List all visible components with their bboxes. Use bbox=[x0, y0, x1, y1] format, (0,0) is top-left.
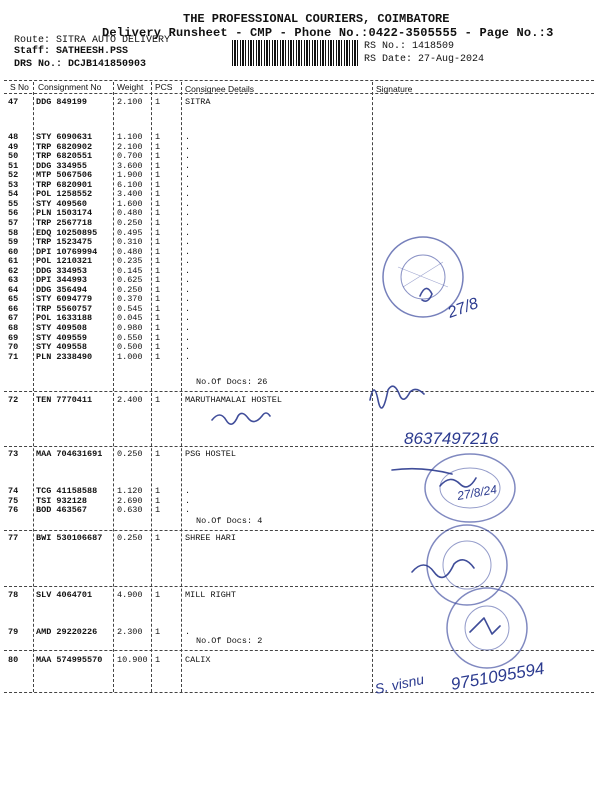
cell-consignment: TSI 932128 bbox=[36, 495, 88, 506]
group-divider bbox=[4, 446, 594, 447]
cell-sno: 73 bbox=[8, 449, 19, 459]
cell-sno: 49 bbox=[8, 141, 19, 152]
cell-pcs: 1 bbox=[155, 486, 161, 496]
cell-consignee: PSG HOSTEL bbox=[185, 449, 237, 459]
cell-pcs: 1 bbox=[155, 189, 161, 200]
handwriting-date-1: 27/8 bbox=[445, 295, 481, 322]
cell-consignee: . bbox=[185, 208, 191, 219]
rs-no-label: RS No.: bbox=[364, 41, 407, 52]
cell-consignee: . bbox=[185, 227, 191, 238]
cell-consignment: TRP 1523475 bbox=[36, 237, 93, 248]
cell-consignment: MAA 704631691 bbox=[36, 449, 103, 459]
cell-consignment: DDG 334953 bbox=[36, 265, 88, 276]
cell-weight: 1.000 bbox=[117, 351, 143, 362]
cell-consignment: STY 6090631 bbox=[36, 132, 93, 142]
drs-label: DRS No.: bbox=[14, 59, 63, 70]
drs-line bbox=[14, 59, 146, 70]
header-weight: Weight bbox=[117, 82, 144, 92]
col-divider-sno bbox=[33, 82, 34, 692]
cell-weight: 0.235 bbox=[117, 256, 143, 267]
cell-pcs: 1 bbox=[155, 97, 161, 107]
cell-sno: 64 bbox=[8, 284, 19, 295]
cell-pcs: 1 bbox=[155, 132, 161, 142]
cell-consignee: MARUTHAMALAI HOSTEL bbox=[185, 395, 282, 405]
cell-sno: 62 bbox=[8, 265, 19, 276]
rs-date-line bbox=[364, 54, 484, 65]
cell-sno: 52 bbox=[8, 170, 19, 181]
group-divider bbox=[4, 530, 594, 531]
cell-consignee: SHREE HARI bbox=[185, 533, 237, 543]
cell-sno: 53 bbox=[8, 179, 19, 190]
cell-consignee: . bbox=[185, 246, 191, 257]
cell-pcs: 1 bbox=[155, 227, 161, 238]
cell-sno: 47 bbox=[8, 97, 19, 107]
staff-line bbox=[14, 46, 128, 57]
cell-consignment: DDG 356494 bbox=[36, 284, 88, 295]
runsheet-subtitle: Delivery Runsheet - CMP - Phone No.:0422-3505555 - Page No.:3 bbox=[102, 26, 554, 40]
table-header-rule bbox=[4, 93, 594, 94]
cell-pcs: 1 bbox=[155, 151, 161, 162]
cell-pcs: 1 bbox=[155, 313, 161, 324]
cell-pcs: 1 bbox=[155, 332, 161, 343]
group-divider bbox=[4, 692, 594, 693]
cell-sno: 58 bbox=[8, 227, 19, 238]
cell-pcs: 1 bbox=[155, 198, 161, 209]
rs-date-value: 27-Aug-2024 bbox=[418, 54, 485, 65]
cell-sno: 55 bbox=[8, 198, 19, 209]
header-consignment: Consignment No bbox=[38, 82, 102, 92]
cell-weight: 3.400 bbox=[117, 189, 143, 200]
cell-weight: 2.300 bbox=[117, 627, 143, 637]
cell-pcs: 1 bbox=[155, 449, 161, 459]
cell-consignee: . bbox=[185, 132, 191, 142]
handwriting-phone-1: 8637497216 bbox=[404, 429, 499, 448]
cell-weight: 0.145 bbox=[117, 265, 143, 276]
cell-consignee: . bbox=[185, 332, 191, 343]
cell-sno: 54 bbox=[8, 189, 19, 200]
route-line bbox=[14, 35, 170, 46]
cell-sno: 50 bbox=[8, 151, 19, 162]
rs-no-value: 1418509 bbox=[412, 41, 455, 52]
cell-weight: 0.630 bbox=[117, 505, 143, 516]
cell-consignment: POL 1633188 bbox=[36, 313, 93, 324]
cell-consignment: TEN 7770411 bbox=[36, 395, 93, 405]
cell-weight: 0.545 bbox=[117, 303, 143, 314]
cell-weight: 0.625 bbox=[117, 275, 143, 286]
cell-sno: 61 bbox=[8, 256, 19, 267]
cell-weight: 10.900 bbox=[117, 655, 148, 665]
cell-sno: 80 bbox=[8, 655, 19, 665]
cell-consignment: PLN 2338490 bbox=[36, 351, 93, 362]
cell-consignment: AMD 29220226 bbox=[36, 627, 98, 637]
cell-pcs: 1 bbox=[155, 170, 161, 181]
cell-sno: 60 bbox=[8, 246, 19, 257]
cell-weight: 1.600 bbox=[117, 198, 143, 209]
col-divider-weight bbox=[151, 82, 152, 692]
cell-pcs: 1 bbox=[155, 256, 161, 267]
stamp-psg-hostel bbox=[420, 448, 520, 528]
cell-sno: 78 bbox=[8, 590, 19, 600]
cell-consignee: CALIX bbox=[185, 655, 211, 665]
company-title: THE PROFESSIONAL COURIERS, COIMBATORE bbox=[183, 12, 450, 26]
cell-sno: 67 bbox=[8, 313, 19, 324]
cell-pcs: 1 bbox=[155, 141, 161, 152]
cell-consignment: POL 1258552 bbox=[36, 189, 93, 200]
cell-weight: 4.900 bbox=[117, 590, 143, 600]
cell-weight: 0.980 bbox=[117, 323, 143, 333]
cell-weight: 1.100 bbox=[117, 132, 143, 142]
cell-pcs: 1 bbox=[155, 655, 161, 665]
cell-consignment: TRP 6820551 bbox=[36, 151, 93, 162]
cell-sno: 63 bbox=[8, 275, 19, 286]
cell-pcs: 1 bbox=[155, 395, 161, 405]
cell-consignment: TRP 5560757 bbox=[36, 303, 93, 314]
cell-consignee: . bbox=[185, 284, 191, 295]
col-divider-signature bbox=[372, 82, 373, 692]
cell-sno: 69 bbox=[8, 332, 19, 343]
cell-consignee: . bbox=[185, 160, 191, 171]
stamp-sitra bbox=[378, 232, 468, 322]
docs-count: No.Of Docs: 2 bbox=[196, 636, 263, 646]
cell-consignee: . bbox=[185, 505, 191, 516]
cell-consignee: . bbox=[185, 198, 191, 209]
cell-pcs: 1 bbox=[155, 294, 161, 305]
cell-consignee: . bbox=[185, 294, 191, 305]
cell-consignee: . bbox=[185, 256, 191, 267]
cell-pcs: 1 bbox=[155, 590, 161, 600]
cell-consignment: DDG 849199 bbox=[36, 97, 88, 107]
cell-consignment: BWI 530106687 bbox=[36, 533, 103, 543]
cell-sno: 70 bbox=[8, 342, 19, 353]
handwriting-phone-2: 9751095594 bbox=[449, 658, 546, 694]
cell-weight: 0.250 bbox=[117, 217, 143, 228]
cell-pcs: 1 bbox=[155, 323, 161, 333]
cell-sno: 56 bbox=[8, 208, 19, 219]
cell-consignee: . bbox=[185, 265, 191, 276]
handwriting-date-2: 27/8/24 bbox=[456, 482, 498, 503]
cell-consignee: . bbox=[185, 313, 191, 324]
route-value: SITRA AUTO DELIVERY bbox=[56, 35, 171, 46]
cell-consignment: POL 1210321 bbox=[36, 256, 93, 267]
cell-weight: 1.120 bbox=[117, 486, 143, 496]
cell-consignment: EDQ 10250895 bbox=[36, 227, 98, 238]
cell-consignee: MILL RIGHT bbox=[185, 590, 237, 600]
cell-sno: 57 bbox=[8, 217, 19, 228]
cell-consignee: . bbox=[185, 486, 191, 496]
cell-sno: 72 bbox=[8, 395, 19, 405]
cell-weight: 0.700 bbox=[117, 151, 143, 162]
header-sno: S No bbox=[10, 82, 29, 92]
cell-consignee: . bbox=[185, 179, 191, 190]
docs-count: No.Of Docs: 26 bbox=[196, 377, 268, 387]
cell-weight: 0.480 bbox=[117, 208, 143, 219]
cell-weight: 0.250 bbox=[117, 449, 143, 459]
docs-count: No.Of Docs: 4 bbox=[196, 516, 263, 526]
cell-sno: 77 bbox=[8, 533, 19, 543]
cell-weight: 2.100 bbox=[117, 141, 143, 152]
cell-weight: 2.100 bbox=[117, 97, 143, 107]
cell-consignment: STY 6094779 bbox=[36, 294, 93, 305]
cell-consignee: . bbox=[185, 141, 191, 152]
cell-pcs: 1 bbox=[155, 627, 161, 637]
cell-pcs: 1 bbox=[155, 495, 161, 506]
col-divider-pcs bbox=[181, 82, 182, 692]
cell-pcs: 1 bbox=[155, 246, 161, 257]
cell-consignee: . bbox=[185, 342, 191, 353]
cell-sno: 51 bbox=[8, 160, 19, 171]
cell-weight: 2.690 bbox=[117, 495, 143, 506]
drs-value: DCJB141850903 bbox=[68, 59, 147, 70]
cell-consignee: . bbox=[185, 351, 191, 362]
cell-consignee: . bbox=[185, 303, 191, 314]
cell-pcs: 1 bbox=[155, 265, 161, 276]
staff-label: Staff: bbox=[14, 46, 51, 57]
cell-consignment: MAA 574995570 bbox=[36, 655, 103, 665]
cell-pcs: 1 bbox=[155, 533, 161, 543]
cell-sno: 75 bbox=[8, 495, 19, 506]
col-divider-consignment bbox=[113, 82, 114, 692]
cell-consignment: DPI 344993 bbox=[36, 275, 88, 286]
cell-consignee: SITRA bbox=[185, 97, 211, 107]
cell-consignment: STY 409558 bbox=[36, 342, 88, 353]
header-consignee: Consignee Details bbox=[185, 84, 254, 94]
cell-weight: 0.495 bbox=[117, 227, 143, 238]
cell-consignment: BOD 463567 bbox=[36, 505, 88, 516]
cell-weight: 0.310 bbox=[117, 237, 143, 248]
cell-consignee: . bbox=[185, 275, 191, 286]
cell-consignee: . bbox=[185, 627, 191, 637]
cell-consignment: STY 409560 bbox=[36, 198, 88, 209]
cell-sno: 66 bbox=[8, 303, 19, 314]
cell-consignee: . bbox=[185, 217, 191, 228]
cell-consignee: . bbox=[185, 189, 191, 200]
cell-consignee: . bbox=[185, 151, 191, 162]
cell-consignment: PLN 1503174 bbox=[36, 208, 93, 219]
cell-consignment: STY 409559 bbox=[36, 332, 88, 343]
cell-sno: 68 bbox=[8, 323, 19, 333]
cell-weight: 3.600 bbox=[117, 160, 143, 171]
cell-weight: 6.100 bbox=[117, 179, 143, 190]
group-divider bbox=[4, 391, 594, 392]
stamp-shree-ram bbox=[412, 520, 522, 610]
cell-weight: 0.550 bbox=[117, 332, 143, 343]
cell-consignment: DPI 10769994 bbox=[36, 246, 98, 257]
cell-consignee: . bbox=[185, 323, 191, 333]
cell-sno: 79 bbox=[8, 627, 19, 637]
stamp-millwright bbox=[432, 583, 542, 673]
cell-weight: 0.500 bbox=[117, 342, 143, 353]
group-divider bbox=[4, 586, 594, 587]
cell-consignment: DDG 334955 bbox=[36, 160, 88, 171]
cell-sno: 48 bbox=[8, 132, 19, 142]
cell-pcs: 1 bbox=[155, 342, 161, 353]
cell-pcs: 1 bbox=[155, 505, 161, 516]
cell-consignment: TCG 41158588 bbox=[36, 486, 98, 496]
staff-value: SATHEESH.PSS bbox=[56, 46, 129, 57]
cell-pcs: 1 bbox=[155, 179, 161, 190]
cell-weight: 0.250 bbox=[117, 284, 143, 295]
cell-pcs: 1 bbox=[155, 208, 161, 219]
cell-pcs: 1 bbox=[155, 160, 161, 171]
cell-weight: 0.480 bbox=[117, 246, 143, 257]
route-label: Route: bbox=[14, 35, 51, 46]
cell-sno: 76 bbox=[8, 505, 19, 516]
cell-consignee: . bbox=[185, 170, 191, 181]
cell-pcs: 1 bbox=[155, 275, 161, 286]
cell-consignee: . bbox=[185, 237, 191, 248]
rs-no-line bbox=[364, 41, 454, 52]
handwriting-name: S. visnu bbox=[373, 670, 426, 697]
cell-pcs: 1 bbox=[155, 237, 161, 248]
cell-consignment: SLV 4064701 bbox=[36, 590, 93, 600]
cell-weight: 1.900 bbox=[117, 170, 143, 181]
cell-weight: 0.370 bbox=[117, 294, 143, 305]
cell-pcs: 1 bbox=[155, 351, 161, 362]
cell-sno: 59 bbox=[8, 237, 19, 248]
cell-consignment: TRP 6820901 bbox=[36, 179, 93, 190]
barcode bbox=[232, 40, 358, 66]
cell-pcs: 1 bbox=[155, 284, 161, 295]
cell-consignment: MTP 5067506 bbox=[36, 170, 93, 181]
cell-pcs: 1 bbox=[155, 303, 161, 314]
group-divider bbox=[4, 650, 594, 651]
cell-consignee: . bbox=[185, 495, 191, 506]
cell-consignment: TRP 2567718 bbox=[36, 217, 93, 228]
cell-consignment: STY 409508 bbox=[36, 323, 88, 333]
cell-consignment: TRP 6820902 bbox=[36, 141, 93, 152]
cell-sno: 65 bbox=[8, 294, 19, 305]
rs-date-label: RS Date: bbox=[364, 54, 413, 65]
cell-weight: 0.250 bbox=[117, 533, 143, 543]
cell-sno: 71 bbox=[8, 351, 19, 362]
cell-pcs: 1 bbox=[155, 217, 161, 228]
header-signature: Signature bbox=[376, 84, 413, 94]
cell-weight: 2.400 bbox=[117, 395, 143, 405]
cell-weight: 0.045 bbox=[117, 313, 143, 324]
cell-sno: 74 bbox=[8, 486, 19, 496]
header-pcs: PCS bbox=[155, 82, 173, 92]
table-top-rule bbox=[4, 80, 594, 81]
